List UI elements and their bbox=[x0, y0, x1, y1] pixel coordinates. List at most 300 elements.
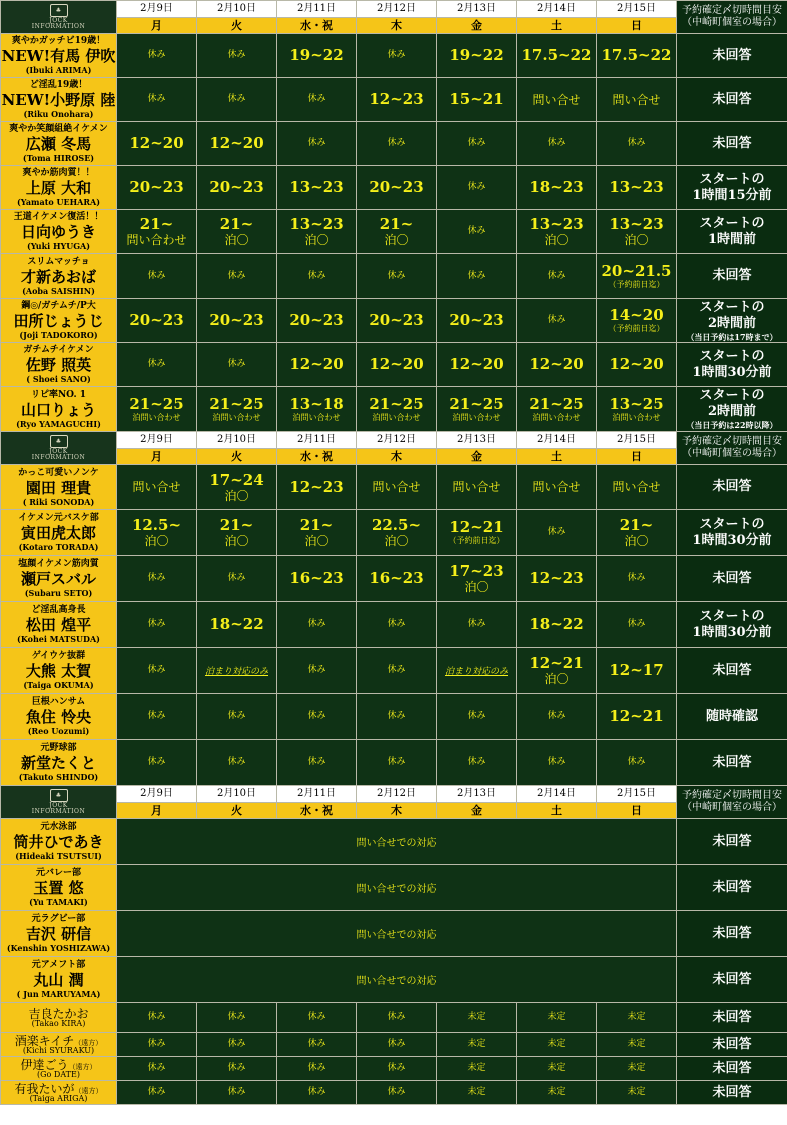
schedule-cell[interactable] bbox=[357, 1057, 437, 1081]
schedule-text: 泊〇 bbox=[224, 534, 249, 548]
schedule-cell[interactable] bbox=[277, 343, 357, 387]
schedule-cell[interactable] bbox=[197, 1081, 277, 1105]
cast-row bbox=[1, 911, 787, 957]
cast-note: （遠方） bbox=[74, 1086, 103, 1095]
schedule-cell[interactable] bbox=[597, 34, 677, 78]
cast-name-cell[interactable] bbox=[1, 957, 117, 1003]
inquiry-only-text: 問い合せでの対応 bbox=[356, 930, 437, 941]
schedule-text: 12~21 bbox=[449, 518, 504, 536]
schedule-cell[interactable] bbox=[117, 648, 197, 694]
schedule-cell[interactable] bbox=[277, 602, 357, 648]
schedule-cell[interactable] bbox=[197, 510, 277, 556]
cast-name: 才新あおば bbox=[20, 267, 96, 286]
header-weekday: 水・祝 bbox=[277, 18, 357, 34]
cast-name-cell[interactable] bbox=[1, 556, 117, 602]
inquiry-only-cell[interactable] bbox=[117, 957, 677, 1003]
schedule-cell[interactable] bbox=[357, 254, 437, 299]
schedule-text: 20~23 bbox=[209, 311, 264, 329]
schedule-cell[interactable] bbox=[197, 343, 277, 387]
booking-deadline-cell bbox=[677, 694, 787, 740]
schedule-cell[interactable] bbox=[277, 648, 357, 694]
deadline-header bbox=[677, 786, 787, 819]
schedule-cell[interactable] bbox=[277, 556, 357, 602]
schedule-text: 休み bbox=[627, 138, 646, 148]
schedule-text: 16~23 bbox=[289, 569, 344, 587]
cast-name-cell[interactable] bbox=[1, 694, 117, 740]
schedule-cell[interactable] bbox=[117, 740, 197, 786]
schedule-cell[interactable] bbox=[197, 299, 277, 343]
schedule-cell[interactable] bbox=[197, 465, 277, 510]
schedule-text: 泊〇 bbox=[224, 233, 249, 247]
schedule-cell[interactable] bbox=[517, 78, 597, 122]
cast-name-cell[interactable] bbox=[1, 166, 117, 210]
cast-name-cell[interactable] bbox=[1, 740, 117, 786]
booking-deadline-text: （当日予約は17時まで） bbox=[686, 331, 778, 342]
schedule-cell[interactable] bbox=[277, 34, 357, 78]
schedule-cell[interactable] bbox=[437, 299, 517, 343]
schedule-cell[interactable] bbox=[597, 648, 677, 694]
schedule-cell[interactable] bbox=[277, 1081, 357, 1105]
deadline-header-title: 予約確定〆切時間目安 bbox=[682, 436, 782, 447]
schedule-cell[interactable] bbox=[277, 78, 357, 122]
booking-deadline-text: スタートの bbox=[699, 171, 765, 187]
schedule-cell[interactable] bbox=[277, 694, 357, 740]
schedule-text: 休み bbox=[147, 665, 166, 675]
schedule-cell[interactable] bbox=[197, 694, 277, 740]
schedule-cell[interactable] bbox=[597, 343, 677, 387]
schedule-cell[interactable] bbox=[437, 1057, 517, 1081]
schedule-cell[interactable] bbox=[517, 254, 597, 299]
schedule-cell[interactable] bbox=[437, 1081, 517, 1105]
cast-name: NEW!小野原 陸 bbox=[1, 91, 116, 109]
schedule-cell[interactable] bbox=[597, 210, 677, 254]
schedule-cell[interactable] bbox=[437, 694, 517, 740]
schedule-cell[interactable] bbox=[517, 343, 597, 387]
schedule-cell[interactable] bbox=[357, 510, 437, 556]
schedule-cell[interactable] bbox=[197, 602, 277, 648]
schedule-cell[interactable] bbox=[437, 210, 517, 254]
schedule-text: 13~18 bbox=[289, 394, 344, 413]
schedule-text: 12~20 bbox=[529, 355, 584, 373]
schedule-text: 休み bbox=[307, 1063, 326, 1073]
schedule-cell[interactable] bbox=[517, 556, 597, 602]
booking-deadline-text: 未回答 bbox=[712, 1036, 752, 1052]
schedule-cell[interactable] bbox=[357, 166, 437, 210]
cast-note: （遠方） bbox=[74, 1038, 103, 1047]
schedule-cell[interactable] bbox=[357, 556, 437, 602]
schedule-text: 休み bbox=[467, 270, 486, 281]
header-weekday: 木 bbox=[357, 18, 437, 34]
cast-romaji: (Toma HIROSE) bbox=[22, 153, 95, 163]
booking-deadline-text: 未回答 bbox=[712, 479, 752, 494]
schedule-cell[interactable] bbox=[597, 556, 677, 602]
schedule-cell[interactable] bbox=[197, 1057, 277, 1081]
schedule-cell[interactable] bbox=[117, 210, 197, 254]
cast-row bbox=[1, 78, 787, 122]
cast-name-cell[interactable] bbox=[1, 510, 117, 556]
schedule-cell[interactable] bbox=[277, 1033, 357, 1057]
schedule-cell[interactable] bbox=[117, 122, 197, 166]
schedule-cell[interactable] bbox=[357, 694, 437, 740]
schedule-cell[interactable] bbox=[117, 510, 197, 556]
schedule-cell[interactable] bbox=[437, 343, 517, 387]
schedule-cell[interactable] bbox=[277, 510, 357, 556]
schedule-cell[interactable] bbox=[357, 648, 437, 694]
schedule-cell[interactable] bbox=[117, 166, 197, 210]
booking-deadline-cell bbox=[677, 740, 787, 786]
schedule-cell[interactable] bbox=[357, 299, 437, 343]
schedule-cell[interactable] bbox=[437, 387, 517, 432]
cast-name-cell[interactable] bbox=[1, 1003, 117, 1033]
schedule-text: 泊〇 bbox=[544, 233, 569, 247]
header-date: 2月15日 bbox=[597, 432, 677, 449]
schedule-cell[interactable] bbox=[597, 510, 677, 556]
header-weekday: 土 bbox=[517, 449, 597, 465]
schedule-text: 休み bbox=[147, 757, 166, 767]
cast-romaji: (Kichi SYURAKU) bbox=[22, 1045, 95, 1055]
schedule-cell[interactable] bbox=[117, 254, 197, 299]
cast-row bbox=[1, 210, 787, 254]
cast-name-cell[interactable] bbox=[1, 465, 117, 510]
cast-catchphrase: ど淫乱19歳！ bbox=[29, 80, 88, 90]
header-date: 2月10日 bbox=[197, 432, 277, 449]
cast-name-cell[interactable] bbox=[1, 34, 117, 78]
header-weekday: 木 bbox=[357, 803, 437, 819]
schedule-text: 休み bbox=[307, 94, 326, 104]
schedule-text: 休み bbox=[227, 711, 246, 721]
cast-name: 日向ゆうき bbox=[20, 223, 96, 241]
schedule-text: 未定 bbox=[627, 1063, 646, 1073]
schedule-text: 休み bbox=[307, 1012, 326, 1022]
schedule-cell[interactable] bbox=[357, 122, 437, 166]
schedule-cell[interactable] bbox=[437, 166, 517, 210]
schedule-cell[interactable] bbox=[597, 465, 677, 510]
schedule-cell[interactable] bbox=[357, 387, 437, 432]
schedule-cell[interactable] bbox=[517, 122, 597, 166]
schedule-cell[interactable] bbox=[197, 254, 277, 299]
cast-romaji: (Kenshin YOSHIZAWA) bbox=[6, 943, 111, 953]
schedule-cell[interactable] bbox=[517, 602, 597, 648]
schedule-text: 休み bbox=[547, 138, 566, 148]
cast-name-cell[interactable] bbox=[1, 254, 117, 299]
schedule-cell[interactable] bbox=[357, 1003, 437, 1033]
schedule-cell[interactable] bbox=[197, 556, 277, 602]
booking-deadline-text: 1時間30分前 bbox=[692, 624, 772, 640]
cast-row bbox=[1, 648, 787, 694]
schedule-cell[interactable] bbox=[277, 465, 357, 510]
schedule-cell[interactable] bbox=[517, 1081, 597, 1105]
schedule-cell[interactable] bbox=[117, 556, 197, 602]
booking-deadline-text: スタートの bbox=[699, 299, 765, 315]
schedule-cell[interactable] bbox=[437, 556, 517, 602]
cast-name-cell[interactable] bbox=[1, 648, 117, 694]
schedule-cell[interactable] bbox=[357, 210, 437, 254]
cast-name-cell[interactable] bbox=[1, 1081, 117, 1105]
schedule-text: 休み bbox=[307, 619, 326, 629]
schedule-cell[interactable] bbox=[357, 34, 437, 78]
booking-deadline-text: 未回答 bbox=[712, 268, 752, 283]
header-weekday: 金 bbox=[437, 803, 517, 819]
schedule-cell[interactable] bbox=[437, 1033, 517, 1057]
schedule-cell[interactable] bbox=[117, 387, 197, 432]
schedule-cell[interactable] bbox=[197, 1003, 277, 1033]
schedule-cell[interactable] bbox=[437, 254, 517, 299]
schedule-cell[interactable] bbox=[117, 1033, 197, 1057]
schedule-cell[interactable] bbox=[357, 1081, 437, 1105]
header-date: 2月14日 bbox=[517, 432, 597, 449]
schedule-text: 休み bbox=[227, 270, 246, 281]
schedule-cell[interactable] bbox=[437, 465, 517, 510]
schedule-cell[interactable] bbox=[517, 510, 597, 556]
cast-name-cell[interactable] bbox=[1, 1033, 117, 1057]
header-weekday: 火 bbox=[197, 18, 277, 34]
schedule-text: 休み bbox=[147, 359, 166, 369]
schedule-cell[interactable] bbox=[117, 602, 197, 648]
cast-catchphrase: ゲイウケ抜群 bbox=[31, 651, 86, 661]
schedule-cell[interactable] bbox=[357, 78, 437, 122]
schedule-text: 22.5~ bbox=[371, 516, 422, 534]
schedule-cell[interactable] bbox=[277, 740, 357, 786]
cast-romaji: (Subaru SETO) bbox=[24, 588, 93, 598]
schedule-cell[interactable] bbox=[517, 694, 597, 740]
schedule-cell[interactable] bbox=[597, 1003, 677, 1033]
inquiry-only-cell[interactable] bbox=[117, 865, 677, 911]
schedule-text: 問い合せ bbox=[612, 480, 661, 494]
schedule-text: 泊問い合わせ bbox=[212, 412, 261, 422]
header-date: 2月11日 bbox=[277, 1, 357, 18]
schedule-cell[interactable] bbox=[437, 510, 517, 556]
header-weekday: 金 bbox=[437, 18, 517, 34]
schedule-cell[interactable] bbox=[517, 1057, 597, 1081]
schedule-cell[interactable] bbox=[517, 740, 597, 786]
schedule-cell[interactable] bbox=[197, 166, 277, 210]
schedule-cell[interactable] bbox=[197, 78, 277, 122]
booking-deadline-text: スタートの bbox=[699, 608, 765, 624]
schedule-cell[interactable] bbox=[597, 1081, 677, 1105]
schedule-cell[interactable] bbox=[437, 1003, 517, 1033]
cast-catchphrase: スリムマッチョ bbox=[27, 256, 90, 267]
schedule-cell[interactable] bbox=[517, 210, 597, 254]
booking-deadline-text: 1時間30分前 bbox=[692, 364, 772, 380]
schedule-cell[interactable] bbox=[277, 387, 357, 432]
schedule-cell[interactable] bbox=[197, 740, 277, 786]
schedule-text: 13~23 bbox=[289, 215, 344, 233]
schedule-cell[interactable] bbox=[357, 465, 437, 510]
cast-name-cell[interactable] bbox=[1, 1057, 117, 1081]
schedule-cell[interactable] bbox=[117, 299, 197, 343]
cast-romaji: (Yamato UEHARA) bbox=[16, 197, 100, 207]
inquiry-only-text: 問い合せでの対応 bbox=[356, 976, 437, 987]
schedule-text: 未定 bbox=[627, 1012, 646, 1022]
cast-catchphrase: リピ率NO. 1 bbox=[30, 389, 87, 400]
schedule-text: 休み bbox=[307, 1039, 326, 1049]
schedule-text: 問い合せ bbox=[612, 92, 661, 107]
cast-name-cell[interactable] bbox=[1, 343, 117, 387]
schedule-cell[interactable] bbox=[197, 210, 277, 254]
schedule-cell[interactable] bbox=[197, 1033, 277, 1057]
schedule-cell[interactable] bbox=[357, 1033, 437, 1057]
cast-name: 寅田虎太郎 bbox=[20, 524, 96, 542]
schedule-text: 休み bbox=[547, 315, 566, 325]
schedule-cell[interactable] bbox=[277, 1003, 357, 1033]
schedule-cell[interactable] bbox=[597, 740, 677, 786]
schedule-text: 問い合せ bbox=[532, 92, 581, 107]
schedule-text: 12~20 bbox=[609, 355, 664, 373]
schedule-text: 休み bbox=[387, 757, 406, 767]
inquiry-only-cell[interactable] bbox=[117, 819, 677, 865]
cast-name-cell[interactable] bbox=[1, 602, 117, 648]
schedule-cell[interactable] bbox=[517, 299, 597, 343]
schedule-cell[interactable] bbox=[597, 254, 677, 299]
schedule-text: 休み bbox=[147, 94, 166, 104]
schedule-text: 未定 bbox=[627, 1039, 646, 1049]
cast-name-cell[interactable] bbox=[1, 911, 117, 957]
schedule-cell[interactable] bbox=[357, 740, 437, 786]
schedule-cell[interactable] bbox=[117, 343, 197, 387]
schedule-text: 休み bbox=[147, 711, 166, 721]
cast-name-cell[interactable] bbox=[1, 122, 117, 166]
cast-romaji: (Kotaro TORADA) bbox=[18, 542, 99, 552]
schedule-cell[interactable] bbox=[277, 299, 357, 343]
header-weekday: 火 bbox=[197, 803, 277, 819]
schedule-cell[interactable] bbox=[597, 122, 677, 166]
schedule-text: 12~20 bbox=[449, 355, 504, 373]
schedule-text: 17.5~22 bbox=[521, 46, 592, 64]
logo-text: JOCK bbox=[49, 802, 68, 809]
schedule-text: 休み bbox=[227, 1063, 246, 1073]
booking-deadline-cell bbox=[677, 1057, 787, 1081]
schedule-text: 15~21 bbox=[449, 90, 504, 108]
schedule-cell[interactable] bbox=[437, 34, 517, 78]
cast-catchphrase: 爽やかガッチビ19歳！ bbox=[11, 36, 106, 46]
schedule-cell[interactable] bbox=[117, 1057, 197, 1081]
schedule-text: 泊〇 bbox=[544, 672, 569, 686]
cast-romaji: (Ibuki ARIMA) bbox=[25, 65, 92, 75]
cast-name: 佐野 照英 bbox=[25, 356, 92, 374]
schedule-cell[interactable] bbox=[357, 343, 437, 387]
header-weekday: 金 bbox=[437, 449, 517, 465]
schedule-cell[interactable] bbox=[117, 34, 197, 78]
schedule-text: 12~23 bbox=[289, 477, 344, 496]
schedule-text: 問い合せ bbox=[132, 480, 181, 494]
schedule-cell[interactable] bbox=[197, 648, 277, 694]
schedule-cell[interactable] bbox=[277, 166, 357, 210]
schedule-cell[interactable] bbox=[117, 78, 197, 122]
cast-romaji: (Takao KIRA) bbox=[31, 1018, 86, 1028]
header-date: 2月13日 bbox=[437, 1, 517, 18]
cast-catchphrase: 元水泳部 bbox=[40, 822, 77, 832]
cast-romaji: (Reo Uozumi) bbox=[27, 726, 90, 736]
schedule-cell[interactable] bbox=[357, 602, 437, 648]
booking-deadline-text: スタートの bbox=[699, 388, 765, 403]
schedule-text: 問い合せ bbox=[452, 480, 501, 494]
schedule-cell[interactable] bbox=[597, 1033, 677, 1057]
schedule-cell[interactable] bbox=[597, 694, 677, 740]
schedule-text: 泊〇 bbox=[144, 534, 169, 548]
schedule-text: 21~ bbox=[619, 516, 654, 534]
cast-row bbox=[1, 602, 787, 648]
schedule-cell[interactable] bbox=[517, 465, 597, 510]
schedule-text: 未定 bbox=[547, 1087, 566, 1097]
booking-deadline-text: 未回答 bbox=[712, 925, 752, 941]
cast-name-cell[interactable] bbox=[1, 819, 117, 865]
schedule-cell[interactable] bbox=[437, 122, 517, 166]
schedule-cell[interactable] bbox=[517, 34, 597, 78]
schedule-cell[interactable] bbox=[277, 1057, 357, 1081]
schedule-cell[interactable] bbox=[597, 387, 677, 432]
booking-deadline-text: 未回答 bbox=[712, 971, 752, 987]
booking-deadline-cell bbox=[677, 1033, 787, 1057]
schedule-cell[interactable] bbox=[277, 122, 357, 166]
schedule-text: 休み bbox=[467, 619, 486, 629]
cast-name-cell[interactable] bbox=[1, 78, 117, 122]
schedule-cell[interactable] bbox=[197, 387, 277, 432]
header-date: 2月9日 bbox=[117, 432, 197, 449]
schedule-cell[interactable] bbox=[517, 1003, 597, 1033]
schedule-cell[interactable] bbox=[117, 694, 197, 740]
cast-name: 有我たいが bbox=[14, 1081, 75, 1096]
jock-information-logo bbox=[1, 1, 117, 34]
cast-name: 瀬戸スバル bbox=[20, 570, 96, 588]
header-date: 2月13日 bbox=[437, 786, 517, 803]
schedule-cell[interactable] bbox=[597, 299, 677, 343]
schedule-cell[interactable] bbox=[197, 122, 277, 166]
schedule-text: 休み bbox=[467, 182, 486, 192]
cast-name-cell[interactable] bbox=[1, 299, 117, 343]
cast-romaji: (Go DATE) bbox=[37, 1069, 80, 1079]
cast-name-cell[interactable] bbox=[1, 865, 117, 911]
schedule-cell[interactable] bbox=[437, 78, 517, 122]
schedule-cell[interactable] bbox=[197, 34, 277, 78]
schedule-text: 泊〇 bbox=[384, 233, 409, 247]
schedule-cell[interactable] bbox=[437, 740, 517, 786]
schedule-cell[interactable] bbox=[517, 1033, 597, 1057]
schedule-text: 休み bbox=[147, 1039, 166, 1049]
inquiry-only-cell[interactable] bbox=[117, 911, 677, 957]
schedule-cell[interactable] bbox=[117, 1081, 197, 1105]
schedule-cell[interactable] bbox=[117, 465, 197, 510]
cast-name-cell[interactable] bbox=[1, 387, 117, 432]
schedule-cell[interactable] bbox=[597, 166, 677, 210]
cast-name-cell[interactable] bbox=[1, 210, 117, 254]
schedule-cell[interactable] bbox=[437, 602, 517, 648]
schedule-cell[interactable] bbox=[597, 602, 677, 648]
schedule-text: 21~25 bbox=[209, 394, 264, 413]
schedule-text: 休み bbox=[147, 270, 166, 281]
cast-row bbox=[1, 865, 787, 911]
schedule-text: 休み bbox=[307, 138, 326, 148]
header-weekday: 月 bbox=[117, 449, 197, 465]
booking-deadline-cell bbox=[677, 602, 787, 648]
cast-catchphrase: 元アメフト部 bbox=[31, 960, 86, 970]
schedule-text: 休み bbox=[387, 50, 406, 60]
schedule-cell[interactable] bbox=[517, 648, 597, 694]
schedule-cell[interactable] bbox=[517, 387, 597, 432]
deadline-header-subtitle: （中崎町個室の場合） bbox=[682, 802, 782, 813]
schedule-cell[interactable] bbox=[117, 1003, 197, 1033]
cast-name: 吉良たかお bbox=[28, 1006, 89, 1021]
schedule-cell[interactable] bbox=[517, 166, 597, 210]
schedule-text: 13~23 bbox=[609, 215, 664, 233]
schedule-cell[interactable] bbox=[437, 648, 517, 694]
cast-romaji: ( Jun MARUYAMA) bbox=[16, 989, 101, 999]
schedule-cell[interactable] bbox=[277, 210, 357, 254]
schedule-cell[interactable] bbox=[277, 254, 357, 299]
schedule-cell[interactable] bbox=[597, 1057, 677, 1081]
schedule-text: 休み bbox=[307, 270, 326, 281]
cast-row bbox=[1, 343, 787, 387]
schedule-cell[interactable] bbox=[597, 78, 677, 122]
